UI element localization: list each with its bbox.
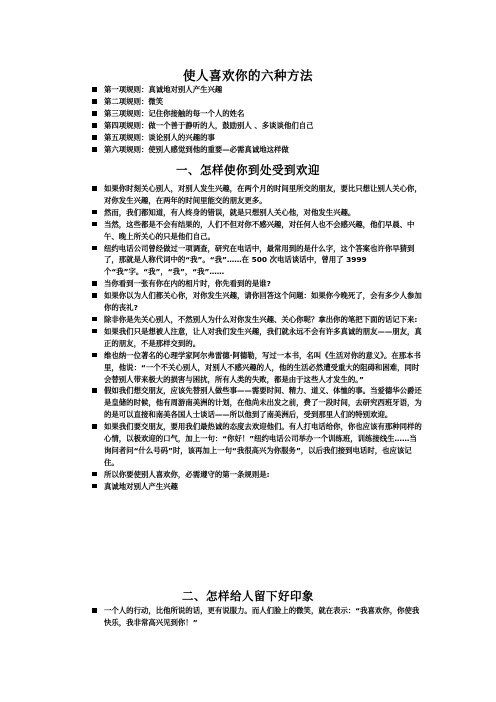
section-1-list xyxy=(92,183,422,493)
square-bullet-icon xyxy=(92,424,97,429)
document-title: 使人喜欢你的六种方法 xyxy=(182,68,313,83)
square-bullet-icon xyxy=(92,147,97,152)
list-item: 维也纳一位著名的心理学家阿尔弗雷德·阿德勒，写过一本书，名叫《生活对你的意义》。在那本书里，他说：“一个不关心别人，对别人不感兴趣的人，他的生活必然遭受重大的阻碍和困难，同时会替别人带来极大的损害与困扰，所有人类的失败，都是由于这些人才发生的。” xyxy=(92,350,422,386)
square-bullet-icon xyxy=(92,281,97,286)
list-item: 第四项规则：做一个善于静听的人，鼓励别人 、多谈谈他们自己 xyxy=(92,120,422,132)
list-item: 除非你是先关心别人，不然别人为什么对你发生兴趣、关心你呢？拿出你的笔把下面的话记下来: xyxy=(92,314,422,326)
list-item: 第三项规则：记住你接触的每一个人的姓名 xyxy=(92,108,422,120)
list-item: 如果我们要交朋友，要用我们最热诚的态度去欢迎他们。有人打电话给你，你也应该有那种同样的心情，以极欢迎的口气，加上一句：“你好！”纽约电话公司举办一个训练班，训练接线生……当询问者问“什么号码”时，该再加上一句“我很高兴为你服务”，以后我们接到电话时，也应该记住。 xyxy=(92,421,422,469)
square-bullet-icon xyxy=(92,353,97,358)
square-bullet-icon xyxy=(92,293,97,298)
list-item: 如果你时刻关心别人，对别人发生兴趣，在两个月的时间里所交的朋友，要比只想让别人关心你，对你发生兴趣，在两年的时间里能交的朋友更多。 xyxy=(92,183,422,207)
square-bullet-icon xyxy=(92,99,97,104)
list-item: 如果你以为人们都关心你，对你发生兴趣，请你回答这个问题：如果你今晚死了，会有多少人参加你的丧礼? xyxy=(92,290,422,314)
square-bullet-icon xyxy=(92,472,97,477)
list-item: 真诚地对别人产生兴趣 xyxy=(92,481,422,493)
list-item: 然而，我们都知道，有人终身的错误，就是只想别人关心他，对他发生兴趣。 xyxy=(92,207,422,219)
section-heading-1: 一、怎样使你到处受到欢迎 xyxy=(176,163,320,177)
list-item: 如果我们只是想被人注意，让人对我们发生兴趣，我们就永远不会有许多真诚的朋友——朋友，真正的朋友，不是那样交到的。 xyxy=(92,326,422,350)
list-item: 第六项规则：使别人感觉到他的重要—必需真诚地这样做 xyxy=(92,144,422,156)
section-2-list xyxy=(92,605,422,629)
list-item: 一个人的行动，比他所说的话，更有说服力。而人们脸上的微笑，就在表示：“我喜欢你，你使我快乐，我非常高兴见到你！” xyxy=(92,605,422,629)
square-bullet-icon xyxy=(92,329,97,334)
square-bullet-icon xyxy=(92,87,97,92)
list-item: 第二项规则：微笑 xyxy=(92,96,422,108)
list-item: 第五项规则：谈论别人的兴趣的事 xyxy=(92,132,422,144)
square-bullet-icon xyxy=(92,123,97,128)
square-bullet-icon xyxy=(92,210,97,215)
square-bullet-icon xyxy=(92,608,97,613)
square-bullet-icon xyxy=(92,222,97,227)
section-heading-2: 二、怎样给人留下好印象 xyxy=(182,589,314,603)
list-item: 所以你要使别人喜欢你，必需遵守的第一条规则是: xyxy=(92,469,422,481)
list-item: 纽约电话公司曾经做过一项调查，研究在电话中，最常用到的是什么字，这个答案也许你早猜到了，那就是人称代词中的“我”。“我”……在 500 次电话谈话中，曾用了 3999 个“我”字。“我”，“我”，“我”…… xyxy=(92,243,422,279)
list-item: 假如我们想交朋友，应该先替别人做些事——需要时间、精力、道义、体恤的事。当爱德华公爵还是皇储的时候，他有周游南美洲的计划，在他尚未出发之前，费了一段时间，去研究西班牙语，为的是可以直接和南美各国人士谈话——所以他到了南美洲后，受到那里人们的特别欢迎。 xyxy=(92,385,422,421)
square-bullet-icon xyxy=(92,111,97,116)
square-bullet-icon xyxy=(92,135,97,140)
list-item: 当然，这些都是不会有结果的，人们不但对你不感兴趣，对任何人也不会感兴趣，他们早晨、中午、晚上所关心的只是他们自己。 xyxy=(92,219,422,243)
list-item: 第一项规则：真诚地对别人产生兴趣 xyxy=(92,84,422,96)
list-item: 当你看到一张有你在内的相片时，你先看到的是谁? xyxy=(92,278,422,290)
square-bullet-icon xyxy=(92,484,97,489)
square-bullet-icon xyxy=(92,388,97,393)
square-bullet-icon xyxy=(92,317,97,322)
square-bullet-icon xyxy=(92,186,97,191)
square-bullet-icon xyxy=(92,246,97,251)
rules-list xyxy=(92,84,422,157)
